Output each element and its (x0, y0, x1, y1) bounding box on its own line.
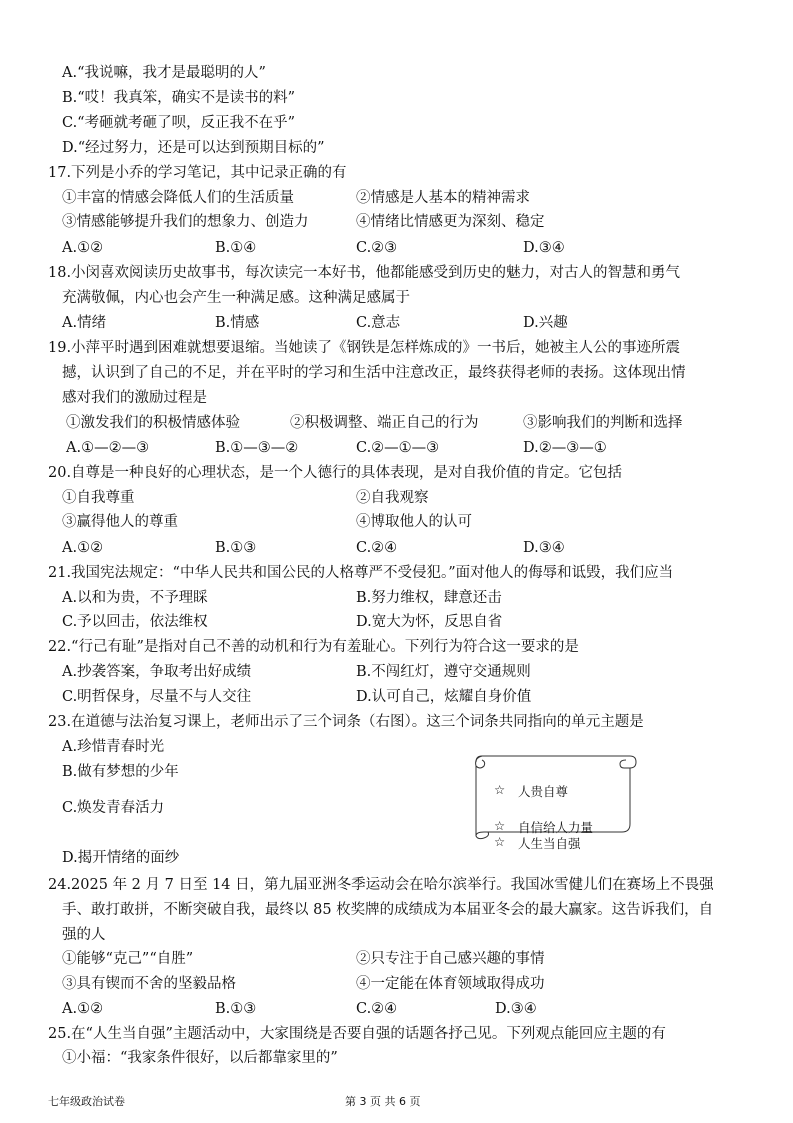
q22-option-c: C.明哲保身，尽量不与人交往 (62, 689, 252, 705)
q24-stem-line-2: 手、敢打敢拼，不断突破自我，最终以 85 枚奖牌的成绩成为本届亚冬会的最大赢家。这告诉我们，自 (62, 902, 714, 918)
q16-option-b: B.“哎！我真笨，确实不是读书的料” (62, 90, 296, 106)
q25-statement-1: ①小福：“我家条件很好，以后都靠家里的” (62, 1050, 338, 1066)
q20-statement-1: ①自我尊重 (62, 490, 135, 506)
q18-choice-a: A.情绪 (62, 315, 107, 331)
q20-stem: 20.自尊是一种良好的心理状态，是一个人德行的具体表现，是对自我价值的肯定。它包括 (48, 465, 623, 481)
q22-option-b: B.不闯红灯，遵守交通规则 (356, 664, 531, 680)
footer-subject: 七年级政治试卷 (48, 1095, 125, 1108)
q18-choice-d: D.兴趣 (523, 315, 568, 331)
q24-statement-2: ②只专注于自己感兴趣的事情 (356, 951, 545, 967)
q20-choice-a: A.①② (62, 540, 104, 556)
q18-stem-line-2: 充满敬佩，内心也会产生一种满足感。这种满足感属于 (62, 290, 410, 306)
q18-choice-b: B.情感 (215, 315, 260, 331)
q22-stem: 22.“行己有耻”是指对自己不善的动机和行为有羞耻心。下列行为符合这一要求的是 (48, 639, 579, 655)
q25-stem: 25.在“人生当自强”主题活动中，大家围绕是否要自强的话题各抒己见。下列观点能回应主题的有 (48, 1026, 666, 1042)
q22-option-d: D.认可自己，炫耀自身价值 (356, 689, 532, 705)
q24-choice-c: C.②④ (356, 1001, 398, 1017)
q17-statement-3: ③情感能够提升我们的想象力、创造力 (62, 214, 309, 230)
q19-stem-line-3: 感对我们的激励过程是 (62, 390, 207, 406)
q20-choice-d: D.③④ (523, 540, 565, 556)
q20-choice-c: C.②④ (356, 540, 398, 556)
q23-option-b: B.做有梦想的少年 (62, 764, 179, 780)
q17-choice-a: A.①② (62, 240, 104, 256)
q24-statement-4: ④一定能在体育领域取得成功 (356, 976, 545, 992)
q19-choice-a: A.①—②—③ (66, 440, 150, 456)
q23-stem: 23.在道德与法治复习课上，老师出示了三个词条（右图）。这三个词条共同指向的单元主题是 (48, 714, 644, 730)
q17-choice-b: B.①④ (215, 240, 257, 256)
q21-stem: 21.我国宪法规定：“中华人民共和国公民的人格尊严不受侵犯。”面对他人的侮辱和诋毁，我们应当 (48, 565, 674, 581)
scroll-star-icon: ☆ (494, 782, 506, 797)
q24-statement-3: ③具有锲而不舍的坚毅品格 (62, 976, 236, 992)
q17-statement-2: ②情感是人基本的精神需求 (356, 190, 530, 206)
q17-stem: 17.下列是小乔的学习笔记，其中记录正确的有 (48, 165, 347, 181)
scroll-star-icon: ☆ (494, 818, 506, 833)
q17-choice-d: D.③④ (523, 240, 565, 256)
q23-option-c: C.焕发青春活力 (62, 800, 165, 816)
q19-choice-c: C.②—①—③ (356, 440, 440, 456)
q21-option-d: D.宽大为怀，反思自省 (356, 614, 503, 630)
q21-option-c: C.予以回击，依法维权 (62, 614, 208, 630)
q24-stem-line-1: 24.2025 年 2 月 7 日至 14 日，第九届亚洲冬季运动会在哈尔滨举行。我国冰雪健儿们在赛场上不畏强 (48, 877, 714, 893)
q16-option-d: D.“经过努力，还是可以达到预期目标的” (62, 140, 325, 156)
q16-option-c: C.“考砸就考砸了呗，反正我不在乎” (62, 115, 296, 131)
scroll-star-icon: ☆ (494, 834, 506, 849)
q19-statement-2: ②积极调整、端正自己的行为 (290, 415, 479, 431)
q23-option-d: D.揭开情绪的面纱 (62, 850, 180, 866)
q18-stem-line-1: 18.小闵喜欢阅读历史故事书，每次读完一本好书，他都能感受到历史的魅力，对古人的智慧和勇气 (48, 265, 681, 281)
q20-choice-b: B.①③ (215, 540, 257, 556)
q20-statement-4: ④博取他人的认可 (356, 514, 472, 530)
q24-choice-a: A.①② (62, 1001, 104, 1017)
q21-option-b: B.努力维权，肆意还击 (356, 590, 502, 606)
q17-statement-1: ①丰富的情感会降低人们的生活质量 (62, 190, 294, 206)
q24-choice-b: B.①③ (215, 1001, 257, 1017)
q24-stem-line-3: 强的人 (62, 927, 106, 943)
scroll-item-1: 人贵自尊 (518, 784, 569, 799)
q19-statement-1: ①激发我们的积极情感体验 (66, 415, 240, 431)
q19-choice-d: D.②—③—① (523, 440, 607, 456)
q17-statement-4: ④情绪比情感更为深刻、稳定 (356, 214, 545, 230)
q19-statement-3: ③影响我们的判断和选择 (523, 415, 683, 431)
q19-choice-b: B.①—③—② (215, 440, 299, 456)
q24-choice-d: D.③④ (495, 1001, 537, 1017)
footer-page-number: 第 3 页 共 6 页 (345, 1095, 421, 1108)
q19-stem-line-1: 19.小萍平时遇到困难就想要退缩。当她读了《钢铁是怎样炼成的》一书后，她被主人公的事迹所震 (48, 340, 681, 356)
q22-option-a: A.抄袭答案，争取考出好成绩 (62, 664, 252, 680)
q20-statement-2: ②自我观察 (356, 490, 429, 506)
scroll-item-3: 人生当自强 (518, 836, 581, 851)
q20-statement-3: ③赢得他人的尊重 (62, 514, 178, 530)
q24-statement-1: ①能够“克己”“自胜” (62, 951, 194, 967)
q16-option-a: A.“我说嘛，我才是最聪明的人” (62, 65, 266, 81)
scroll-figure (470, 754, 638, 851)
q18-choice-c: C.意志 (356, 315, 401, 331)
q21-option-a: A.以和为贵，不予理睬 (62, 590, 208, 606)
q17-choice-c: C.②③ (356, 240, 398, 256)
q23-option-a: A.珍惜青春时光 (62, 739, 165, 755)
q19-stem-line-2: 撼，认识到了自己的不足，并在平时的学习和生活中注意改正，最终获得老师的表扬。这体现出情 (62, 365, 686, 381)
scroll-item-2: 自信给人力量 (518, 820, 594, 835)
